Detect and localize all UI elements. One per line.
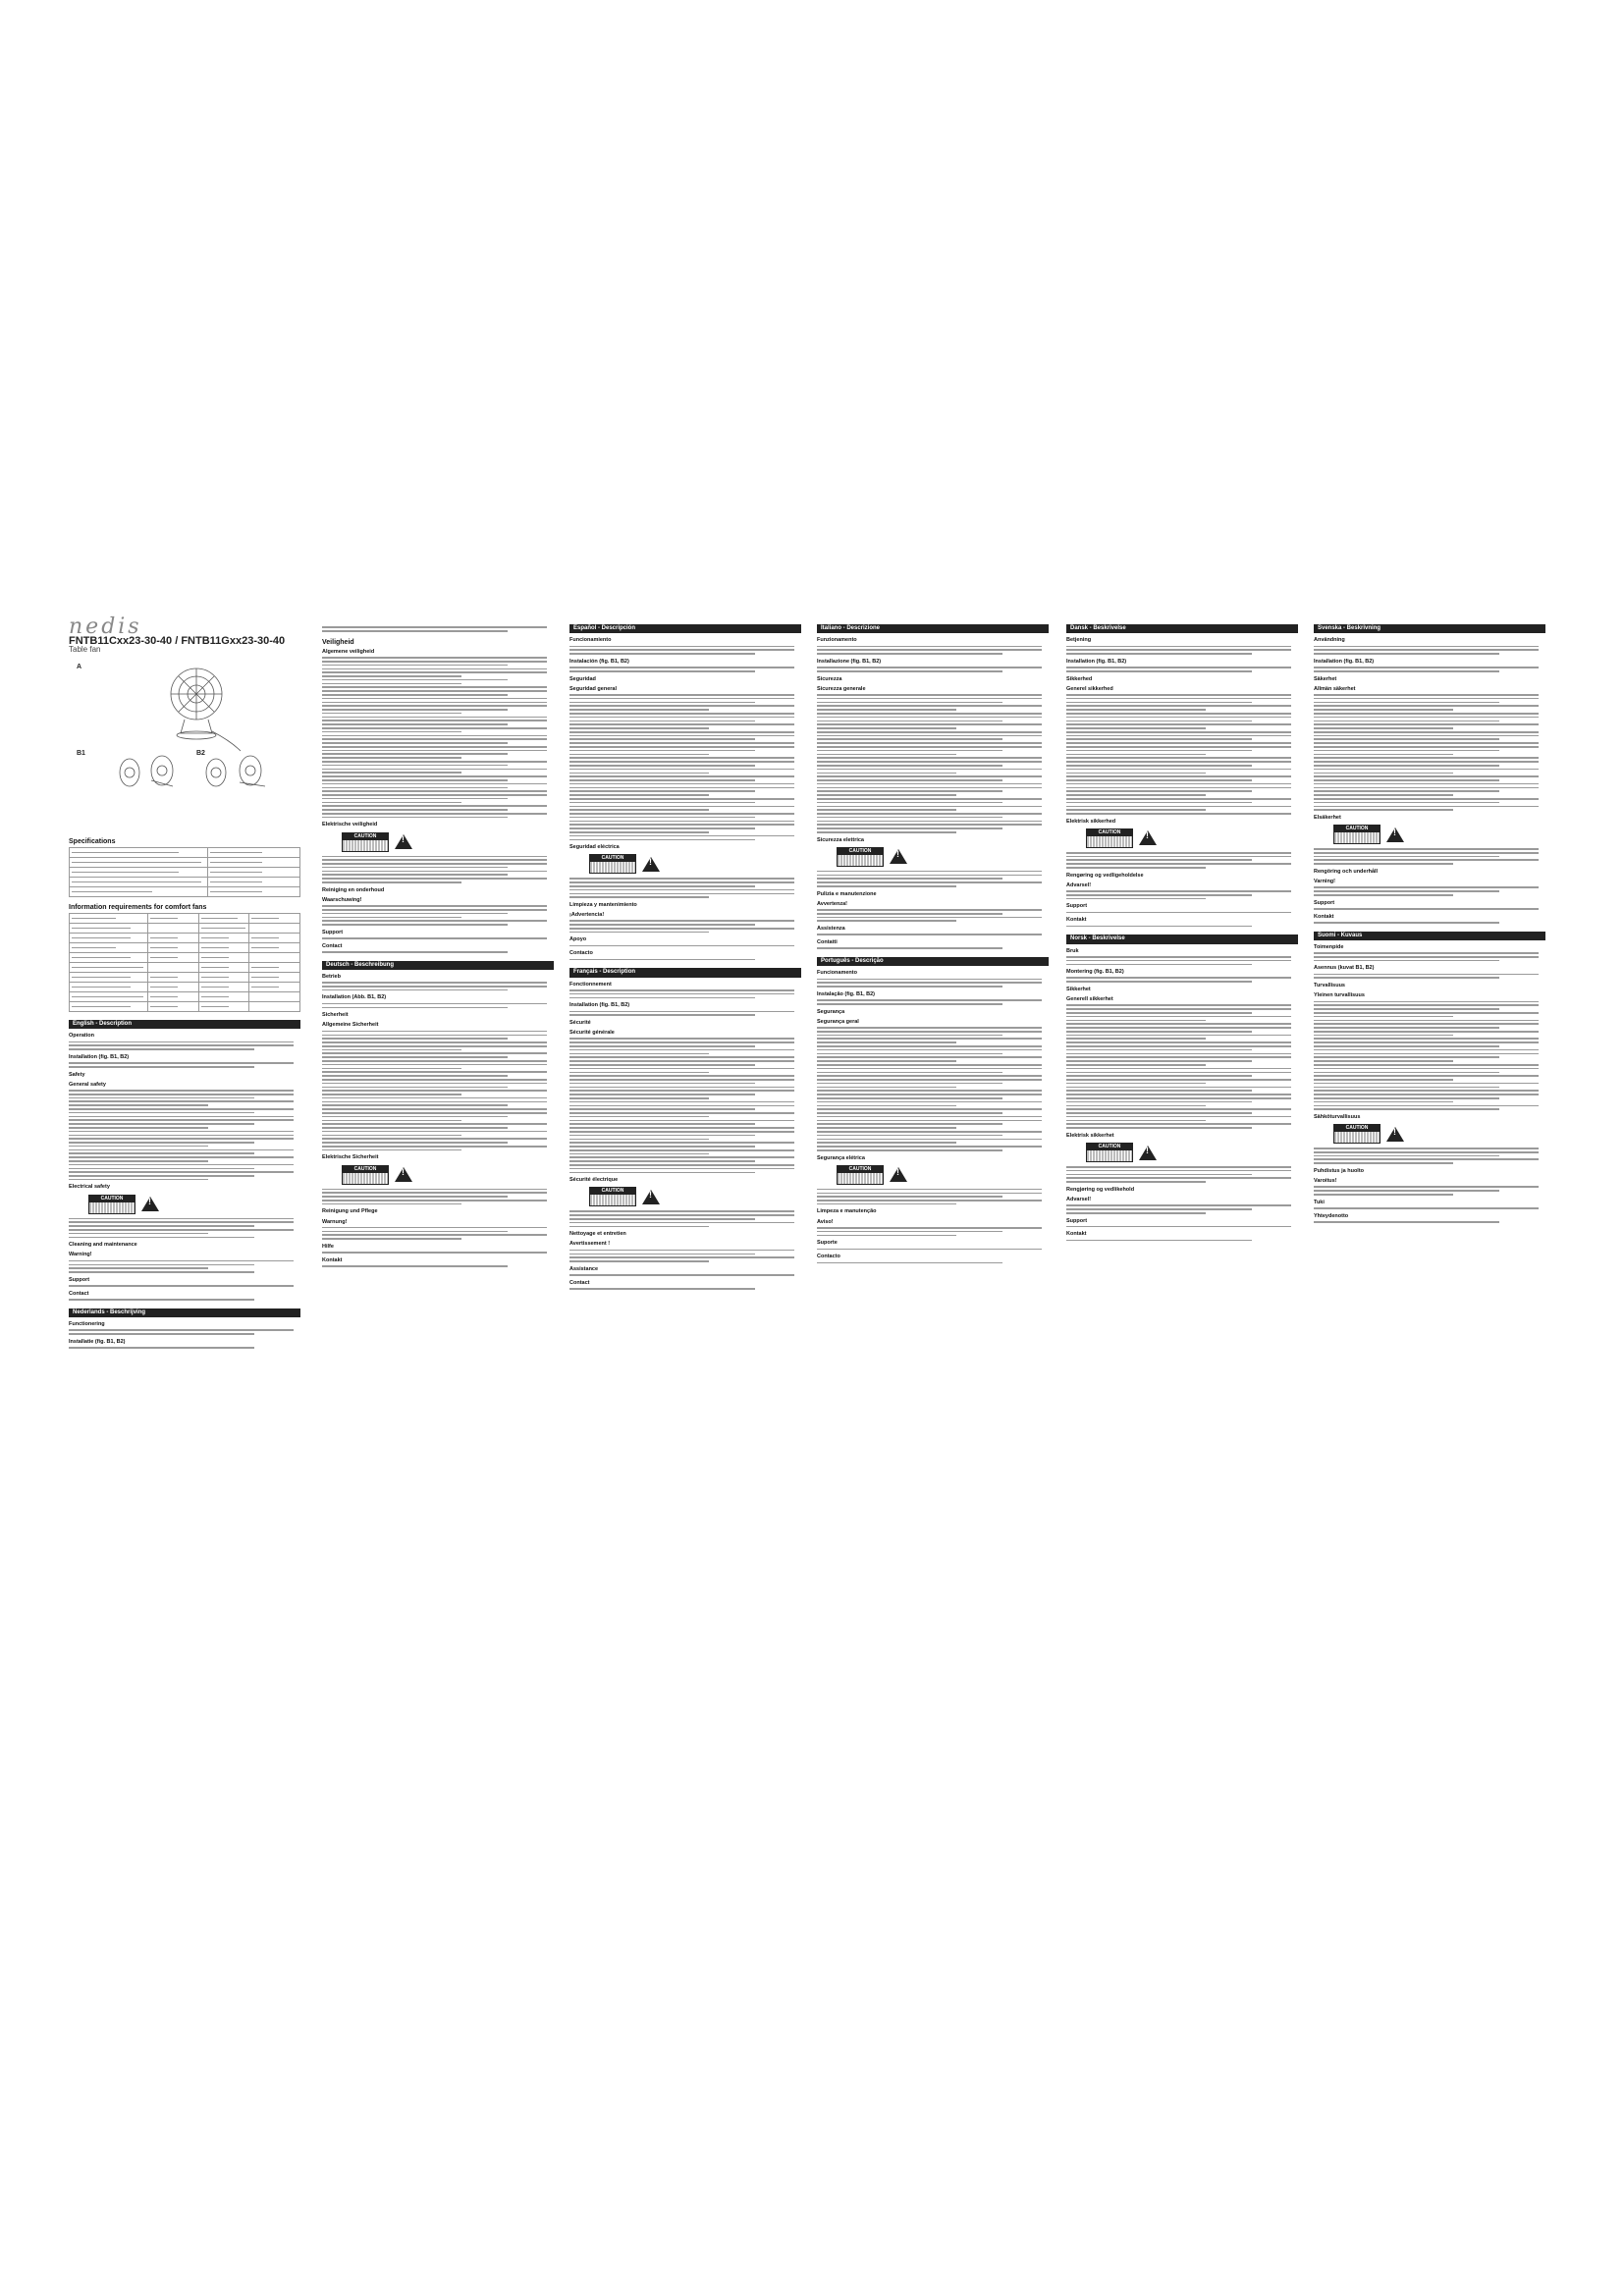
suomi-section-bar: Suomi - Kuvaus	[1314, 932, 1545, 940]
info-requirements-table	[69, 913, 300, 1012]
assistance-heading: Assistance	[569, 1265, 599, 1272]
funzionamento-heading: Funzionamento	[817, 637, 857, 644]
column-3	[569, 624, 801, 1292]
instalacao-heading: Instalação (fig. B1, B2)	[817, 990, 875, 997]
kontakt-da-heading: Kontakt	[1066, 917, 1087, 924]
warning-triangle-icon	[642, 1190, 660, 1204]
fonctionnement-heading: Fonctionnement	[569, 981, 612, 988]
espanol-section-bar: Español - Descripción	[569, 624, 801, 633]
elektrisk-no-heading: Elektrisk sikkerhet	[1066, 1132, 1114, 1139]
warnung-heading: Warnung!	[322, 1218, 348, 1225]
limpeza-heading: Limpeza e manutenção	[817, 1208, 877, 1215]
support-da-heading: Support	[1066, 903, 1088, 910]
pulizia-heading: Pulizia e manutenzione	[817, 890, 877, 897]
seguridad-electrica-heading: Seguridad eléctrica	[569, 844, 620, 851]
warning-triangle-icon	[395, 834, 412, 849]
contact-heading: Contact	[69, 1290, 89, 1297]
securite-heading: Sécurité	[569, 1019, 591, 1026]
caution-label: CAUTION !	[837, 847, 1049, 867]
sicherheit-heading: Sicherheit	[322, 1012, 349, 1019]
figure-label-a: A	[77, 663, 82, 670]
deutsch-section-bar: Deutsch - Beschreibung	[322, 961, 554, 970]
warning-triangle-icon	[890, 1167, 907, 1182]
warning-triangle-icon	[1139, 1146, 1157, 1160]
seguranca-heading: Segurança	[817, 1008, 845, 1015]
safety-heading: Safety	[69, 1071, 85, 1078]
specifications-heading: Specifications	[69, 837, 116, 845]
seguridad-heading: Seguridad	[569, 675, 596, 682]
suporte-heading: Suporte	[817, 1240, 838, 1247]
product-title: FNTB11Cxx23-30-40 / FNTB11Gxx23-30-40	[69, 635, 286, 648]
column-4	[817, 624, 1049, 1265]
installation-fr-heading: Installation (fig. B1, B2)	[569, 1002, 630, 1009]
apoyo-heading: Apoyo	[569, 936, 587, 943]
caution-label: CAUTION !	[589, 1187, 801, 1206]
veiligheid-heading: Veiligheid	[322, 638, 354, 646]
securite-electrique-heading: Sécurité électrique	[569, 1177, 619, 1184]
bruk-heading: Bruk	[1066, 947, 1079, 954]
rengjoring-heading: Rengjøring og vedlikehold	[1066, 1186, 1135, 1193]
caution-label: CAUTION !	[342, 1165, 554, 1185]
dutch-section-bar: Nederlands - Beschrijving	[69, 1308, 300, 1317]
operation-heading: Operation	[69, 1033, 94, 1040]
dansk-section-bar: Dansk - Beskrivelse	[1066, 624, 1298, 633]
caution-label: CAUTION !	[88, 1195, 300, 1214]
svenska-section-bar: Svenska - Beskrivning	[1314, 624, 1545, 633]
electrical-safety-heading: Electrical safety	[69, 1184, 110, 1191]
sicurezza-generale-heading: Sicurezza generale	[817, 685, 866, 692]
contact-nl-heading: Contact	[322, 942, 343, 949]
varoitus-heading: Varoitus!	[1314, 1178, 1337, 1185]
caution-label: CAUTION !	[589, 854, 801, 874]
installation-sv-heading: Installation (fig. B1, B2)	[1314, 658, 1375, 665]
seguridad-general-heading: Seguridad general	[569, 685, 617, 692]
cleaning-heading: Cleaning and maintenance	[69, 1242, 137, 1249]
column-1	[69, 614, 300, 1351]
waarschuwing-heading: Waarschuwing!	[322, 896, 362, 903]
elektrische-heading: Elektrische veiligheid	[322, 822, 378, 828]
advarsel-heading: Advarsel!	[1066, 881, 1092, 888]
installation-de-heading: Installation (Abb. B1, B2)	[322, 994, 387, 1001]
puhdistus-heading: Puhdistus ja huolto	[1314, 1167, 1365, 1174]
limpieza-heading: Limpieza y mantenimiento	[569, 901, 637, 908]
brand-logo: nedis	[69, 614, 142, 639]
support-no-heading: Support	[1066, 1217, 1088, 1224]
column-6	[1314, 624, 1545, 1225]
sahkoturvallisuus-heading: Sähköturvallisuus	[1314, 1113, 1361, 1120]
kontakt-de-heading: Kontakt	[322, 1256, 343, 1263]
allman-heading: Allmän säkerhet	[1314, 685, 1356, 692]
advarsel-no-heading: Advarsel!	[1066, 1196, 1092, 1202]
anvandning-heading: Användning	[1314, 637, 1345, 644]
column-5	[1066, 624, 1298, 1244]
support-sv-heading: Support	[1314, 899, 1335, 906]
norsk-section-bar: Norsk - Beskrivelse	[1066, 934, 1298, 943]
warning-triangle-icon	[1386, 1127, 1404, 1142]
generell-heading: Generell sikkerhet	[1066, 996, 1113, 1003]
installatie-heading: Installatie (fig. B1, B2)	[69, 1338, 126, 1345]
allgemeine-heading: Allgemeine Sicherheit	[322, 1022, 379, 1029]
turvallisuus-heading: Turvallisuus	[1314, 983, 1345, 989]
sicurezza-elettrica-heading: Sicurezza elettrica	[817, 836, 864, 843]
installation-da-heading: Installation (fig. B1, B2)	[1066, 658, 1127, 665]
toimenpide-heading: Toimenpide	[1314, 943, 1344, 950]
fan-illustration	[69, 663, 300, 790]
support-heading: Support	[69, 1276, 90, 1283]
elsakerhet-heading: Elsäkerhet	[1314, 814, 1341, 821]
tuki-heading: Tuki	[1314, 1199, 1325, 1205]
avertissement-heading: Avertissement !	[569, 1241, 611, 1248]
montering-heading: Montering (fig. B1, B2)	[1066, 969, 1124, 976]
installation-heading: Installation (fig. B1, B2)	[69, 1053, 130, 1060]
warning-triangle-icon	[642, 857, 660, 872]
product-subtitle: Table fan	[69, 645, 101, 655]
varning-heading: Varning!	[1314, 879, 1336, 885]
kontakt-no-heading: Kontakt	[1066, 1231, 1087, 1238]
funcionamiento-heading: Funcionamiento	[569, 637, 612, 644]
hilfe-heading: Hilfe	[322, 1243, 334, 1250]
rengoring-sv-heading: Rengöring och underhåll	[1314, 868, 1379, 875]
caution-label: CAUTION !	[1333, 825, 1545, 844]
english-section-bar: English - Description	[69, 1020, 300, 1029]
contacto-es-heading: Contacto	[569, 950, 593, 957]
algemene-heading: Algemene veiligheid	[322, 648, 375, 655]
caution-label: CAUTION !	[1333, 1124, 1545, 1144]
specifications-table	[69, 847, 300, 897]
betrieb-heading: Betrieb	[322, 973, 341, 980]
caution-label: CAUTION !	[342, 832, 554, 852]
advertencia-heading: ¡Advertencia!	[569, 912, 605, 919]
kontakt-sv-heading: Kontakt	[1314, 913, 1334, 920]
caution-label: CAUTION !	[837, 1165, 1049, 1185]
elektrische-sicherheit-heading: Elektrische Sicherheit	[322, 1154, 379, 1161]
assistenza-heading: Assistenza	[817, 926, 845, 933]
francais-section-bar: Français - Description	[569, 968, 801, 977]
securite-generale-heading: Sécurité générale	[569, 1030, 615, 1037]
general-safety-heading: General safety	[69, 1081, 106, 1088]
warning-triangle-icon	[395, 1167, 412, 1182]
contact-fr-heading: Contact	[569, 1279, 590, 1286]
generel-heading: Generel sikkerhed	[1066, 685, 1113, 692]
contatti-heading: Contatti	[817, 939, 838, 946]
seguranca-eletrica-heading: Segurança elétrica	[817, 1154, 865, 1161]
support-nl-heading: Support	[322, 929, 344, 935]
caution-label: CAUTION !	[1086, 828, 1298, 848]
product-figure	[69, 663, 300, 790]
yhteydenotto-heading: Yhteydenotto	[1314, 1212, 1349, 1219]
warning-heading: Warning!	[69, 1252, 92, 1258]
yleinen-heading: Yleinen turvallisuus	[1314, 992, 1365, 999]
funcionamento-pt-heading: Funcionamento	[817, 970, 857, 977]
sikkerhed-heading: Sikkerhed	[1066, 675, 1093, 682]
seguranca-geral-heading: Segurança geral	[817, 1018, 859, 1025]
figure-label-b2: B2	[196, 749, 205, 757]
info-requirements-heading: Information requirements for comfort fans	[69, 903, 207, 911]
italiano-section-bar: Italiano - Descrizione	[817, 624, 1049, 633]
asennus-heading: Asennus (kuvat B1, B2)	[1314, 965, 1375, 972]
sakerhet-heading: Säkerhet	[1314, 675, 1337, 682]
warning-triangle-icon	[890, 849, 907, 864]
instalacion-heading: Instalación (fig. B1, B2)	[569, 658, 629, 665]
contacto-pt-heading: Contacto	[817, 1254, 840, 1260]
warning-triangle-icon	[141, 1197, 159, 1211]
reinigung-heading: Reinigung und Pflege	[322, 1208, 378, 1215]
warning-triangle-icon	[1386, 828, 1404, 842]
figure-label-b1: B1	[77, 749, 85, 757]
portugues-section-bar: Português - Descrição	[817, 957, 1049, 966]
avvertenza-heading: Avvertenza!	[817, 900, 847, 907]
sikkerhet-heading: Sikkerhet	[1066, 986, 1091, 992]
rengoring-heading: Rengøring og vedligeholdelse	[1066, 872, 1144, 879]
nettoyage-heading: Nettoyage et entretien	[569, 1231, 626, 1238]
functionering-heading: Functionering	[69, 1320, 105, 1327]
installazione-heading: Installazione (fig. B1, B2)	[817, 658, 882, 665]
caution-label: CAUTION !	[1086, 1143, 1298, 1162]
column-2	[322, 624, 554, 1269]
reiniging-heading: Reiniging en onderhoud	[322, 886, 385, 893]
betjening-heading: Betjening	[1066, 637, 1092, 644]
sicurezza-heading: Sicurezza	[817, 675, 842, 682]
elektrisk-heading: Elektrisk sikkerhed	[1066, 818, 1116, 825]
aviso-heading: Aviso!	[817, 1218, 834, 1225]
warning-triangle-icon	[1139, 830, 1157, 845]
